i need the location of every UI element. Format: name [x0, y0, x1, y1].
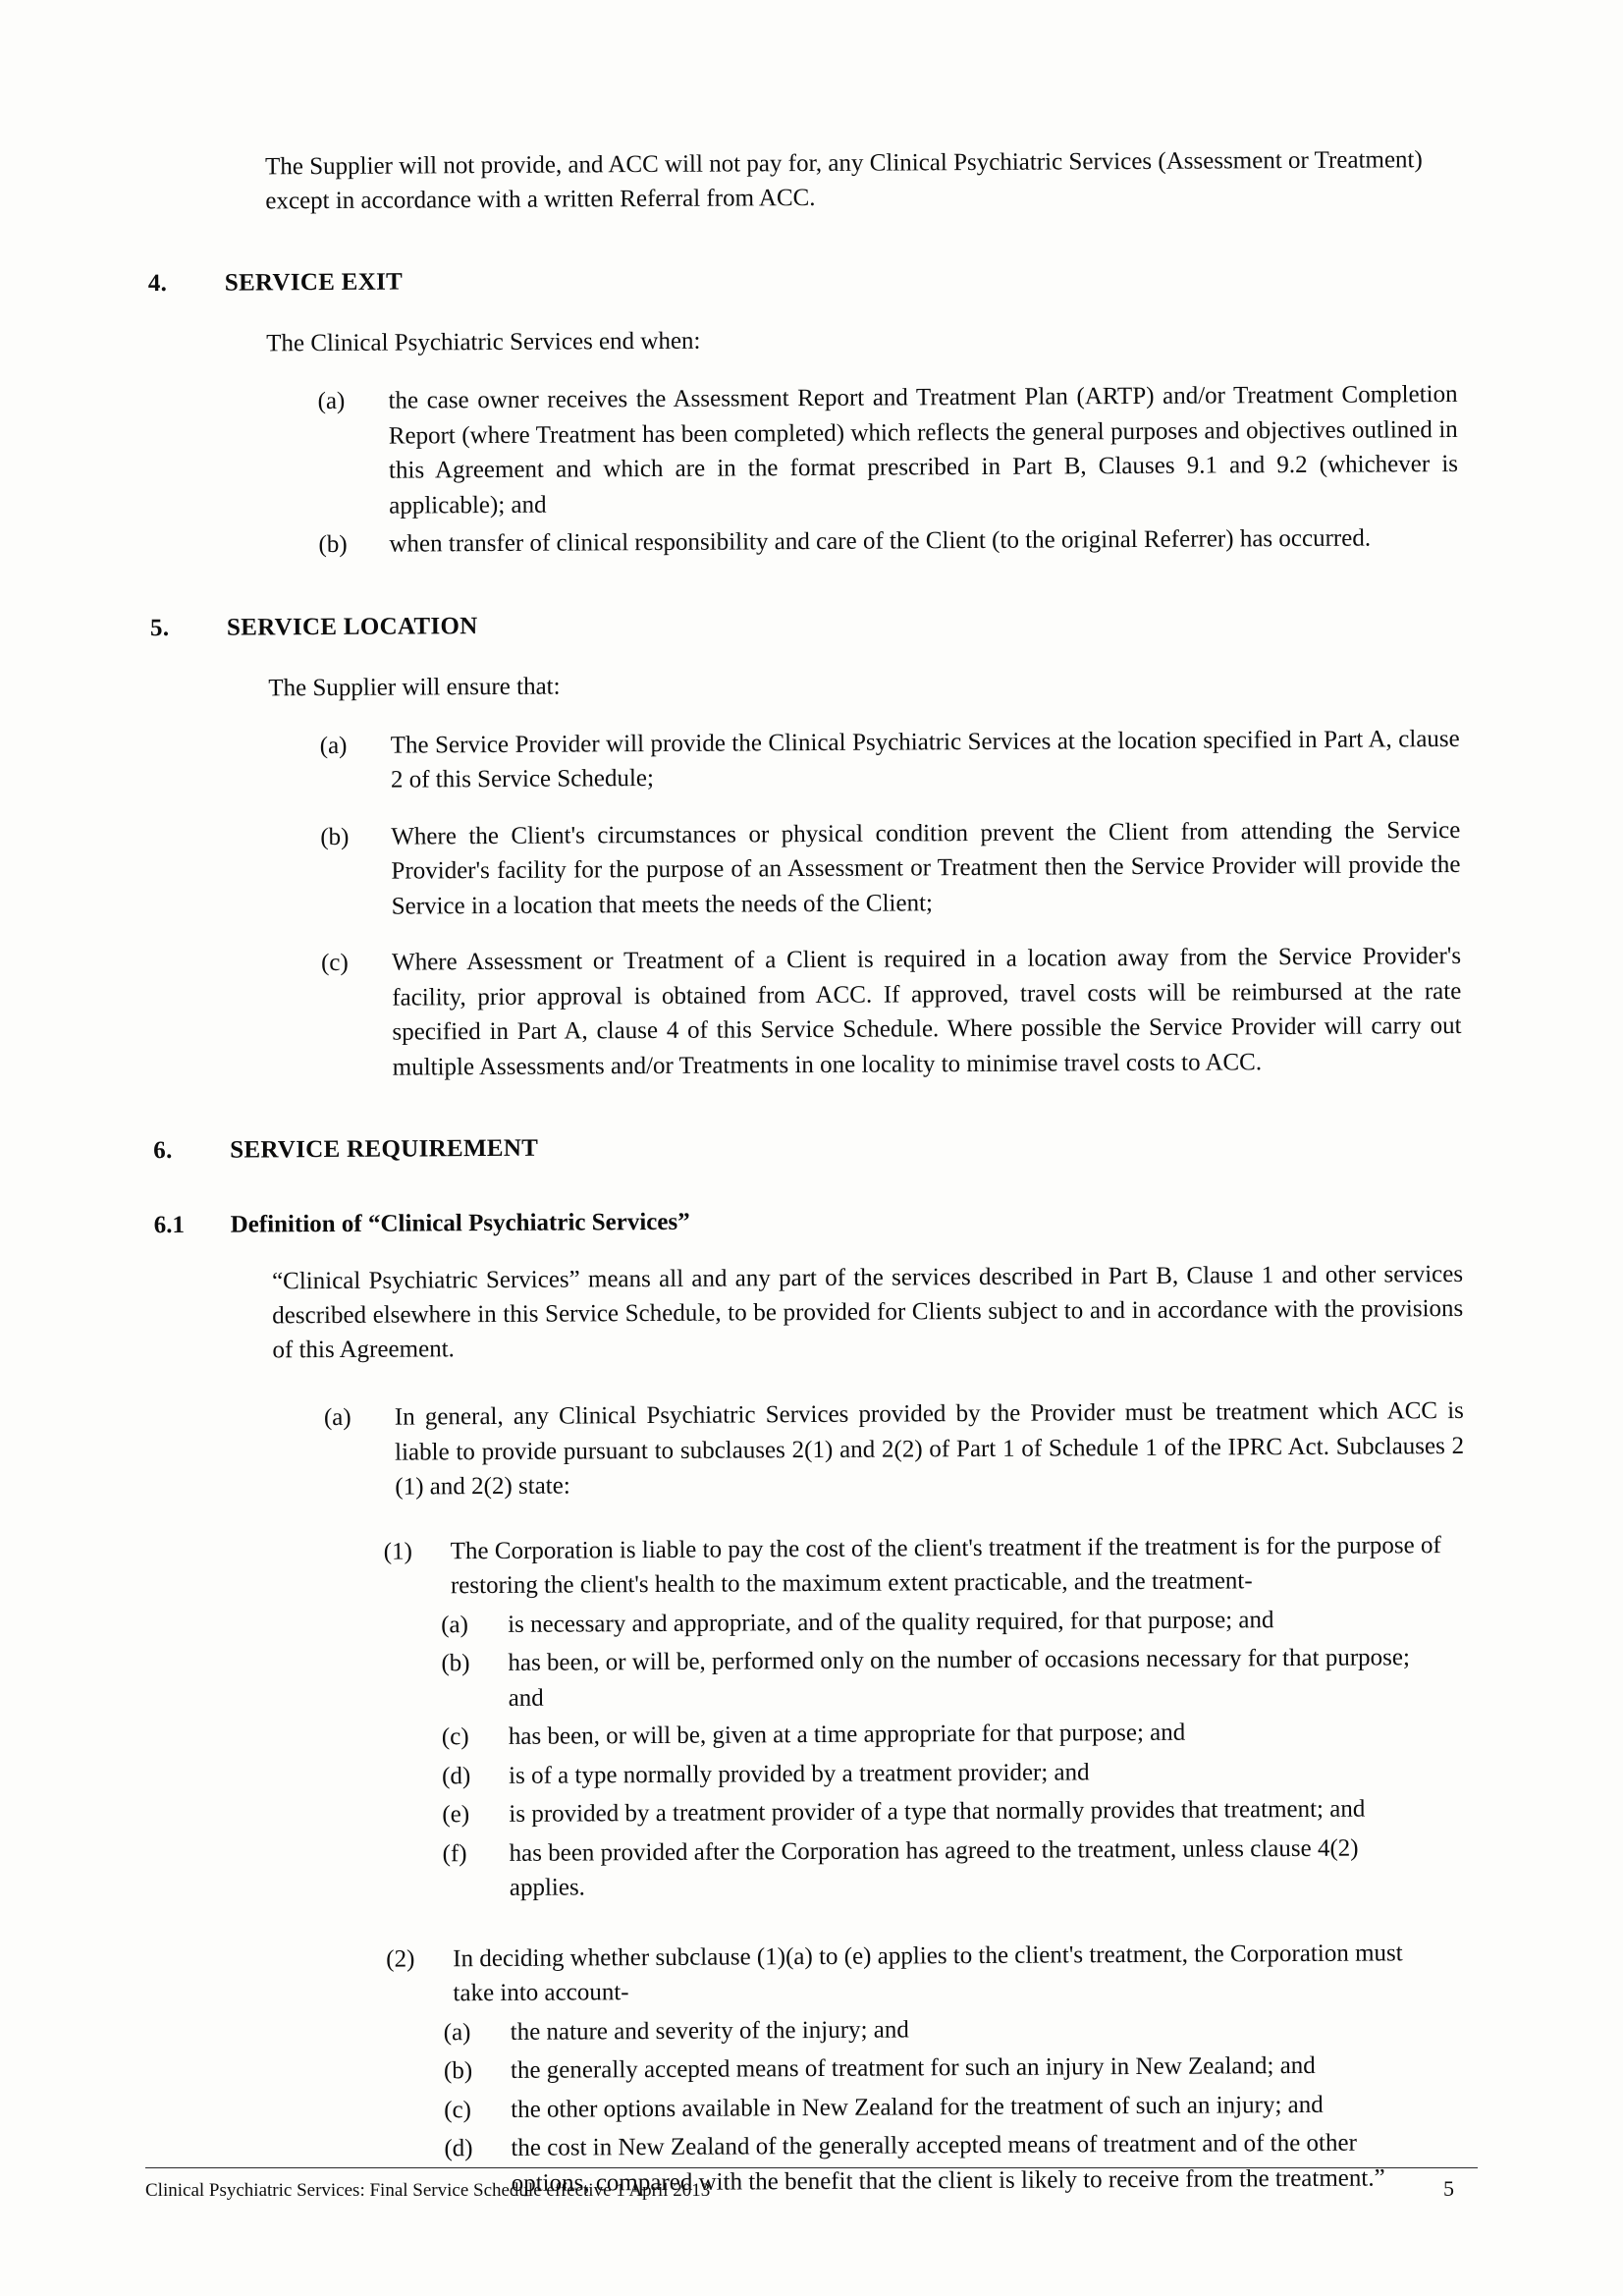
list-item-marker: (c)	[441, 1723, 469, 1751]
list-item-text: has been, or will be, given at a time appropriate for that purpose; and	[508, 1719, 1186, 1750]
list-item-marker: (d)	[444, 2135, 473, 2162]
list-item-marker: (b)	[443, 2057, 473, 2085]
section-list	[148, 377, 1478, 564]
footer-text: Clinical Psychiatric Services: Final Service Schedule effective 1 April 2013	[145, 2180, 711, 2201]
list-item	[159, 2086, 1488, 2129]
list-item-marker: (a)	[443, 2018, 471, 2046]
list-item-text: is necessary and appropriate, and of the quality required, for that purpose; and	[508, 1606, 1274, 1638]
section-title: SERVICE REQUIREMENT	[230, 1134, 539, 1164]
list-item	[158, 1935, 1487, 2012]
list-item-text: when transfer of clinical responsibility and care of the Client (to the original Referrer) has occurred.	[389, 524, 1372, 558]
list-item-text: Where the Client's circumstances or physical condition prevent the Client from attending the Service Provider's facility for the purpose of an Assessment or Treatment then the Service Provider will provide the Service in a location that meets the needs of the Client;	[391, 816, 1461, 920]
list-item-marker: (b)	[320, 823, 350, 850]
list-item-marker: (c)	[444, 2096, 472, 2123]
page-footer	[145, 2167, 1478, 2202]
list-item-text: the generally accepted means of treatment for such an injury in New Zealand; and	[510, 2051, 1316, 2084]
list-item-text: is of a type normally provided by a treatment provider; and	[509, 1758, 1090, 1789]
intro-paragraph: The Supplier will not provide, and ACC will not pay for, any Clinical Psychiatric Services (Assessment or Treatment) except in accordance with a written Referral from ACC.	[265, 146, 1423, 214]
subsection-title: Definition of “Clinical Psychiatric Services”	[230, 1208, 690, 1238]
list-item	[158, 1830, 1487, 1907]
list-item-text: the nature and severity of the injury; and	[510, 2015, 909, 2046]
section-service-requirement	[153, 1129, 1488, 2203]
list-item	[155, 1394, 1485, 1506]
section-heading	[153, 1129, 1482, 1165]
list-item	[156, 1527, 1485, 1605]
section-title: SERVICE EXIT	[224, 268, 404, 297]
list-item-marker: (e)	[442, 1801, 470, 1829]
list-item-text: is provided by a treatment provider of a type that normally provides that treatment; and	[509, 1795, 1366, 1828]
list-item	[157, 1752, 1486, 1795]
list-item-text: Where Assessment or Treatment of a Client is required in a location away from the Service Provider's facility, prior approval is obtained from ACC. If approved, travel costs will be reimbursed at the rate specified in Part A, clause 4 of this Service Schedule. Where possible the Service Provider will carry out multiple Assessments and/or Treatments in one locality to minimise travel costs to ACC.	[391, 942, 1462, 1081]
list-item	[159, 2048, 1488, 2091]
list-item-marker: (d)	[442, 1762, 471, 1789]
list-item-marker: (b)	[441, 1650, 470, 1677]
list-item-text: In deciding whether subclause (1)(a) to (e) applies to the client's treatment, the Corporation must take into account-	[453, 1939, 1403, 2007]
section-service-location	[150, 606, 1482, 1086]
list-item-text: In general, any Clinical Psychiatric Services provided by the Provider must be treatment which ACC is liable to provide pursuant to subclauses 2(1) and 2(2) of Part 1 of Schedule 1 of the IPRC Act. Subclauses 2 (1) and 2(2) state:	[394, 1396, 1465, 1501]
section-heading	[148, 262, 1477, 298]
list-item	[157, 1714, 1486, 1757]
section-heading	[150, 606, 1479, 641]
definition-paragraph: “Clinical Psychiatric Services” means all and any part of the services described in Part B, Clause 1 and other services described elsewhere in this Service Schedule, to be provided for Clients subject to and in accordance with the provisions of this Agreement.	[271, 1260, 1464, 1364]
list-item-text: the cost in New Zealand of the generally accepted means of treatment and of the other options, compared with the benefit that the client is likely to receive from the treatment.”	[511, 2129, 1385, 2197]
list-item	[148, 377, 1478, 524]
list-item-marker: (b)	[318, 530, 348, 559]
list-item-marker: (c)	[320, 949, 349, 977]
list-item-text: The Corporation is liable to pay the cost of the client's treatment if the treatment is for the purpose of restoring the client's health to the maximum extent practicable, and the treatment-	[450, 1531, 1441, 1600]
list-item-marker: (a)	[319, 732, 348, 759]
list-item-marker: (a)	[317, 387, 346, 415]
section-list	[151, 721, 1482, 1086]
section-number: 4.	[147, 270, 168, 298]
list-item-marker: (1)	[383, 1538, 412, 1565]
list-item	[159, 2008, 1488, 2051]
section-lead: The Supplier will ensure that:	[268, 673, 561, 701]
list-item	[151, 812, 1481, 925]
list-item	[157, 1791, 1486, 1834]
section-lead: The Clinical Psychiatric Services end when:	[266, 327, 701, 357]
list-item-marker: (f)	[442, 1839, 467, 1867]
subsection-number: 6.1	[153, 1211, 186, 1239]
subsection-heading	[154, 1204, 1483, 1239]
list-item	[149, 520, 1478, 564]
list-item-text: has been, or will be, performed only on the number of occasions necessary for that purpose; and	[508, 1644, 1410, 1712]
section-title: SERVICE LOCATION	[226, 612, 478, 641]
list-item	[156, 1601, 1485, 1644]
list-item	[152, 939, 1482, 1086]
list-item	[151, 721, 1480, 798]
list-item-text: has been provided after the Corporation has agreed to the treatment, unless clause 4(2) applies.	[509, 1834, 1359, 1901]
list-item-text: The Service Provider will provide the Clinical Psychiatric Services at the location specified in Part A, clause 2 of this Service Schedule;	[390, 725, 1460, 793]
section-number: 5.	[149, 614, 170, 641]
list-item-marker: (2)	[386, 1945, 415, 1973]
list-item-marker: (a)	[441, 1611, 469, 1638]
list-item	[156, 1640, 1485, 1718]
document-body	[147, 143, 1488, 2203]
section-number: 6.	[153, 1136, 173, 1165]
list-item-marker: (a)	[323, 1403, 352, 1432]
section-service-exit	[148, 262, 1479, 564]
page-number: 5	[1443, 2176, 1454, 2201]
list-item-text: the case owner receives the Assessment Report and Treatment Plan (ARTP) and/or Treatment Completion Report (where Treatment has been completed) which reflects the general purposes and objectives outlined in this Agreement and which are in the format prescribed in Part B, Clauses 9.1 and 9.2 (whichever is applicable); and	[388, 380, 1459, 519]
list-item-text: the other options available in New Zealand for the treatment of such an injury; and	[511, 2091, 1324, 2123]
